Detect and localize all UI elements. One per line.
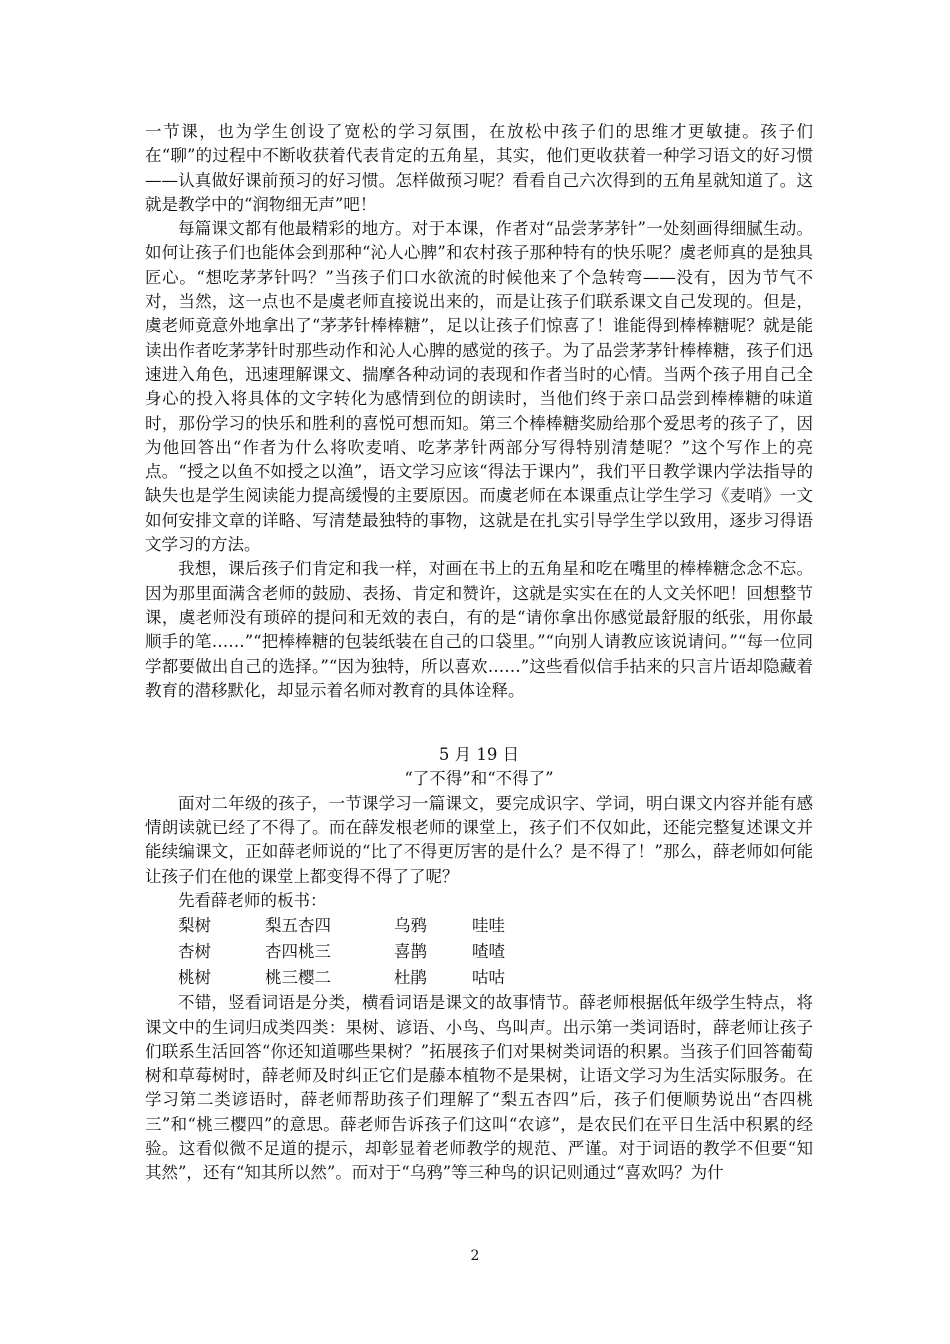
board-cell: 梨五杏四 (265, 916, 331, 936)
board-cell: 桃三樱二 (265, 968, 331, 988)
paragraph-board-intro: 先看薛老师的板书： (178, 890, 327, 910)
board-cell: 哇哇 (472, 916, 505, 936)
section-date: 5 月 19 日 (438, 745, 520, 765)
paragraph-lollipop: 每篇课文都有他最精彩的地方。对于本课，作者对“品尝茅茅针”一处刻画得细腻生动。如何让孩子们也能体会到那种“沁人心脾”和农村孩子那种特有的快乐呢？虞老师真的是独具匠心。“想吃茅茅针吗？”当孩子们口水欲流的时候他来了个急转弯——没有，因为节气不对，当然，这一点也不是虞老师直接说出来的，而是让孩子们联系课文自己发现的。但是，虞老师竟意外地拿出了“茅茅针棒棒糖”，足以让孩子们惊喜了！谁能得到棒棒糖呢？就是能读出作者吃茅茅针时那些动作和沁人心脾的感觉的孩子。为了品尝茅茅针棒棒糖，孩子们迅速进入角色，迅速理解课文、揣摩各种动词的表现和作者当时的心情。当两个孩子用自己全身心的投入将具体的文字转化为感情到位的朗读时，当他们终于亲口品尝到棒棒糖的味道时，那份学习的快乐和胜利的喜悦可想而知。第三个棒棒糖奖励给那个爱思考的孩子了，因为他回答出“作者为什么将吹麦哨、吃茅茅针两部分写得特别清楚呢？”这个写作上的亮点。“授之以鱼不如授之以渔”，语文学习应该“得法于课内”，我们平日教学课内学法指导的缺失也是学生阅读能力提高缓慢的主要原因。而虞老师在本课重点让学生学习《麦哨》一文如何安排文章的详略、写清楚最独特的事物，这就是在扎实引导学生学以致用，逐步习得语文学习的方法。 (145, 219, 813, 555)
paragraph-preview-habit: 一节课，也为学生创设了宽松的学习氛围，在放松中孩子们的思维才更敏捷。孩子们在“聊”的过程中不断收获着代表肯定的五角星，其实，他们更收获着一种学习语文的好习惯——认真做好课前预习的好习惯。怎样做预习呢？看看自己六次得到的五角星就知道了。这就是教学中的“润物细无声”吧！ (145, 122, 813, 214)
board-cell: 喜鹊 (394, 942, 427, 962)
board-cell: 乌鸦 (394, 916, 427, 936)
board-row (178, 939, 813, 965)
board-cell: 杜鹃 (394, 968, 427, 988)
board-cell: 杏四桃三 (265, 942, 331, 962)
board-cell: 梨树 (178, 916, 211, 936)
document-page (145, 120, 813, 1186)
page-number: 2 (470, 1248, 480, 1264)
board-row (178, 913, 813, 939)
board-cell: 杏树 (178, 942, 211, 962)
board-row (178, 965, 813, 991)
board-cell: 咕咕 (472, 968, 505, 988)
paragraph-intro: 面对二年级的孩子，一节课学习一篇课文，要完成识字、学词，明白课文内容并能有感情朗读就已经了不得了。而在薛发根老师的课堂上，孩子们不仅如此，还能完整复述课文并能续编课文，正如薛老师说的“比了不得更厉害的是什么？是不得了！”那么，薛老师如何能让孩子们在他的课堂上都变得不得了了呢？ (145, 793, 813, 886)
board-cell: 喳喳 (472, 942, 505, 962)
blackboard-table (178, 913, 813, 991)
paragraph-reflection: 我想，课后孩子们肯定和我一样，对画在书上的五角星和吃在嘴里的棒棒糖念念不忘。因为那里面满含老师的鼓励、表扬、肯定和赞许，这就是实实在在的人文关怀吧！回想整节课，虞老师没有琐碎的提问和无效的表白，有的是“请你拿出你感觉最舒服的纸张，用你最顺手的笔……”“把棒棒糖的包装纸装在自己的口袋里。”“向别人请教应该说请问。”“每一位同学都要做出自己的选择。”“因为独特，所以喜欢……”这些看似信手拈来的只言片语却隐藏着教育的潜移默化，却显示着名师对教育的具体诠释。 (145, 559, 813, 700)
section-title: “了不得”和“不得了” (404, 769, 554, 789)
paragraph-analysis: 不错，竖看词语是分类，横看词语是课文的故事情节。薛老师根据低年级学生特点，将课文中的生词归成类四类：果树、谚语、小鸟、鸟叫声。出示第一类词语时，薛老师让孩子们联系生活回答“你还知道哪些果树？”拓展孩子们对果树类词语的积累。当孩子们回答葡萄树和草莓树时，薛老师及时纠正它们是藤本植物不是果树，让语文学习为生活实际服务。在学习第二类谚语时，薛老师帮助孩子们理解了“梨五杏四”后，孩子们便顺势说出“杏四桃三”和“桃三樱四”的意思。薛老师告诉孩子们这叫“农谚”，是农民们在平日生活中积累的经验。这看似微不足道的提示，却彰显着老师教学的规范、严谨。对于词语的教学不但要“知其然”，还有“知其所以然”。而对于“乌鸦”等三种鸟的识记则通过“喜欢吗？为什 (145, 993, 813, 1183)
board-cell: 桃树 (178, 968, 211, 988)
